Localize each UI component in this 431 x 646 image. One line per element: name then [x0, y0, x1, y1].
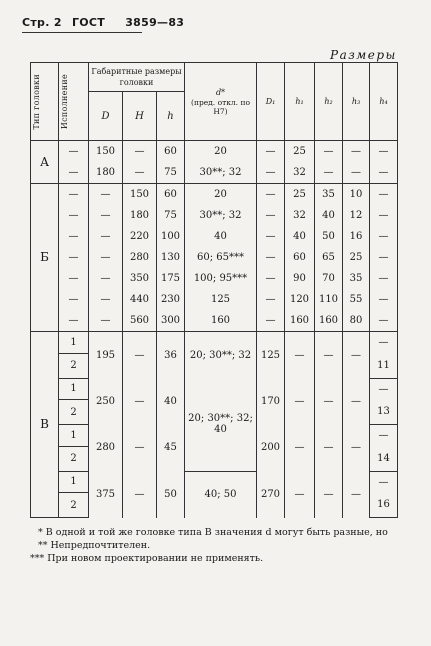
cell: 75 — [157, 162, 185, 184]
table-row — [31, 226, 398, 247]
cell: — — [59, 162, 89, 184]
cell: 300 — [157, 310, 185, 332]
cell: — — [89, 310, 123, 332]
cell: — — [89, 205, 123, 226]
cell: 55 — [343, 289, 370, 310]
exec-1: 1 — [59, 471, 89, 493]
cell: 35 — [343, 268, 370, 289]
col-h4: h₄ — [370, 63, 398, 141]
col-H: H — [123, 92, 157, 141]
exec-2: 2 — [59, 400, 89, 425]
standard-label: ГОСТ — [71, 16, 106, 29]
cell: 32 — [285, 162, 315, 184]
table-row — [31, 471, 398, 493]
cell: 180 — [89, 162, 123, 184]
cell: 375 — [89, 471, 123, 518]
cell: 36 — [157, 332, 185, 379]
cell: 250 — [89, 378, 123, 425]
cell: 20 — [185, 141, 257, 163]
cell: 16 — [370, 493, 398, 518]
cell: — — [370, 205, 398, 226]
cell: 125 — [185, 289, 257, 310]
table-row — [31, 141, 398, 163]
cell: — — [59, 205, 89, 226]
cell: 100 — [157, 226, 185, 247]
type-A: А — [31, 141, 59, 184]
cell: 60 — [157, 184, 185, 206]
cell: 11 — [370, 353, 398, 378]
cell: 220 — [123, 226, 157, 247]
cell: 25 — [285, 141, 315, 163]
cell: — — [257, 141, 285, 163]
cell: 10 — [343, 184, 370, 206]
cell: — — [285, 378, 315, 425]
col-D: D — [89, 92, 123, 141]
cell: 110 — [315, 289, 343, 310]
table-row — [31, 162, 398, 184]
cell: 60 — [157, 141, 185, 163]
standard-number: 3859—83 — [125, 16, 185, 29]
cell: 130 — [157, 247, 185, 268]
col-h1: h₁ — [285, 63, 315, 141]
cell: — — [315, 162, 343, 184]
cell: — — [370, 141, 398, 163]
exec-2: 2 — [59, 353, 89, 378]
footnote-2: ** Непредпочтителен. — [38, 540, 151, 551]
cell: — — [343, 332, 370, 379]
cell: — — [123, 425, 157, 472]
cell: 75 — [157, 205, 185, 226]
cell: — — [370, 226, 398, 247]
col-D1: D₁ — [257, 63, 285, 141]
cell: — — [343, 162, 370, 184]
cell: — — [59, 247, 89, 268]
cell: — — [89, 184, 123, 206]
cell: — — [315, 471, 343, 518]
cell: 440 — [123, 289, 157, 310]
cell: 170 — [257, 378, 285, 425]
col-h: h — [157, 92, 185, 141]
header-rule — [22, 32, 142, 33]
cell: 30**; 32 — [185, 205, 257, 226]
cell: — — [343, 425, 370, 472]
type-B: Б — [31, 184, 59, 332]
col-type: Тип головки — [32, 73, 41, 130]
cell: 30**; 32 — [185, 162, 257, 184]
cell: 150 — [89, 141, 123, 163]
dimensions-table — [30, 62, 398, 518]
cell: 40 — [315, 205, 343, 226]
cell: 25 — [285, 184, 315, 206]
col-h3: h₃ — [343, 63, 370, 141]
col-d-title: d* — [215, 88, 226, 97]
exec-2: 2 — [59, 493, 89, 518]
table-row — [31, 205, 398, 226]
cell: — — [370, 471, 398, 493]
cell: 280 — [89, 425, 123, 472]
cell: 12 — [343, 205, 370, 226]
cell: 40 — [185, 226, 257, 247]
cell: — — [59, 310, 89, 332]
cell: — — [257, 184, 285, 206]
cell: — — [370, 425, 398, 447]
cell: — — [370, 310, 398, 332]
cell: 350 — [123, 268, 157, 289]
cell: — — [123, 378, 157, 425]
cell: 160 — [315, 310, 343, 332]
cell: 35 — [315, 184, 343, 206]
cell: 175 — [157, 268, 185, 289]
cell: — — [343, 471, 370, 518]
cell: — — [123, 141, 157, 163]
cell: — — [257, 247, 285, 268]
cell: 280 — [123, 247, 157, 268]
cell: — — [257, 162, 285, 184]
cell: — — [285, 471, 315, 518]
cell: 13 — [370, 400, 398, 425]
cell: 230 — [157, 289, 185, 310]
exec-1: 1 — [59, 425, 89, 447]
col-exec: Исполнение — [60, 73, 69, 130]
cell: — — [89, 247, 123, 268]
footnote-3: *** При новом проектировании не применять. — [30, 553, 264, 564]
cell: — — [315, 378, 343, 425]
cell: 45 — [157, 425, 185, 472]
cell: — — [257, 226, 285, 247]
table-row — [31, 247, 398, 268]
cell: 125 — [257, 332, 285, 379]
cell: — — [257, 289, 285, 310]
cell: 60 — [285, 247, 315, 268]
cell: — — [59, 141, 89, 163]
cell: 16 — [343, 226, 370, 247]
cell: 70 — [315, 268, 343, 289]
cell: — — [370, 378, 398, 400]
cell: 50 — [315, 226, 343, 247]
cell: 100; 95*** — [185, 268, 257, 289]
cell: — — [285, 425, 315, 472]
cell: 25 — [343, 247, 370, 268]
cell: — — [123, 162, 157, 184]
cell: — — [315, 141, 343, 163]
cell: 40; 50 — [185, 471, 257, 518]
cell: 150 — [123, 184, 157, 206]
cell: 50 — [157, 471, 185, 518]
page-header — [22, 16, 190, 29]
cell: — — [370, 289, 398, 310]
cell: — — [89, 226, 123, 247]
cell: 20 — [185, 184, 257, 206]
table-row — [31, 310, 398, 332]
cell: — — [370, 162, 398, 184]
cell: — — [59, 289, 89, 310]
footnote-1: * В одной и той же головке типа В значения d могут быть разные, но — [38, 527, 388, 538]
cell: 14 — [370, 446, 398, 471]
cell: — — [123, 332, 157, 379]
cell: 160 — [185, 310, 257, 332]
cell: — — [257, 310, 285, 332]
table-row — [31, 268, 398, 289]
table-row — [31, 289, 398, 310]
exec-2: 2 — [59, 446, 89, 471]
cell: — — [315, 425, 343, 472]
table-row — [31, 184, 398, 206]
cell: — — [59, 184, 89, 206]
cell: 40 — [157, 378, 185, 425]
cell: — — [343, 378, 370, 425]
sizes-label: Размеры — [330, 48, 397, 62]
cell: 120 — [285, 289, 315, 310]
table-row — [31, 378, 398, 400]
col-gab: Габаритные размеры головки — [89, 63, 185, 92]
cell: 32 — [285, 205, 315, 226]
cell: — — [315, 332, 343, 379]
cell: 20; 30**; 32 — [185, 332, 257, 379]
cell: 60; 65*** — [185, 247, 257, 268]
cell: — — [343, 141, 370, 163]
cell: 195 — [89, 332, 123, 379]
cell: — — [89, 289, 123, 310]
col-h2: h₂ — [315, 63, 343, 141]
col-d — [185, 63, 257, 141]
cell: — — [370, 247, 398, 268]
table-row — [31, 332, 398, 354]
cell: 80 — [343, 310, 370, 332]
cell: — — [123, 471, 157, 518]
cell: 90 — [285, 268, 315, 289]
cell: 200 — [257, 425, 285, 472]
cell: — — [89, 268, 123, 289]
cell: 40 — [285, 226, 315, 247]
cell: — — [257, 205, 285, 226]
col-d-sub: (пред. откл. по Н7) — [191, 98, 250, 116]
cell: 65 — [315, 247, 343, 268]
cell: — — [59, 226, 89, 247]
cell: — — [370, 332, 398, 354]
cell: 180 — [123, 205, 157, 226]
cell: — — [370, 184, 398, 206]
cell: 20; 30**; 32; 40 — [185, 378, 257, 471]
type-V: В — [31, 332, 59, 518]
cell: — — [257, 268, 285, 289]
cell: — — [370, 268, 398, 289]
page-number: Стр. 2 — [22, 16, 62, 29]
cell: 270 — [257, 471, 285, 518]
cell: — — [59, 268, 89, 289]
cell: 160 — [285, 310, 315, 332]
exec-1: 1 — [59, 332, 89, 354]
cell: — — [285, 332, 315, 379]
header-row-1 — [31, 63, 398, 92]
cell: 560 — [123, 310, 157, 332]
exec-1: 1 — [59, 378, 89, 400]
